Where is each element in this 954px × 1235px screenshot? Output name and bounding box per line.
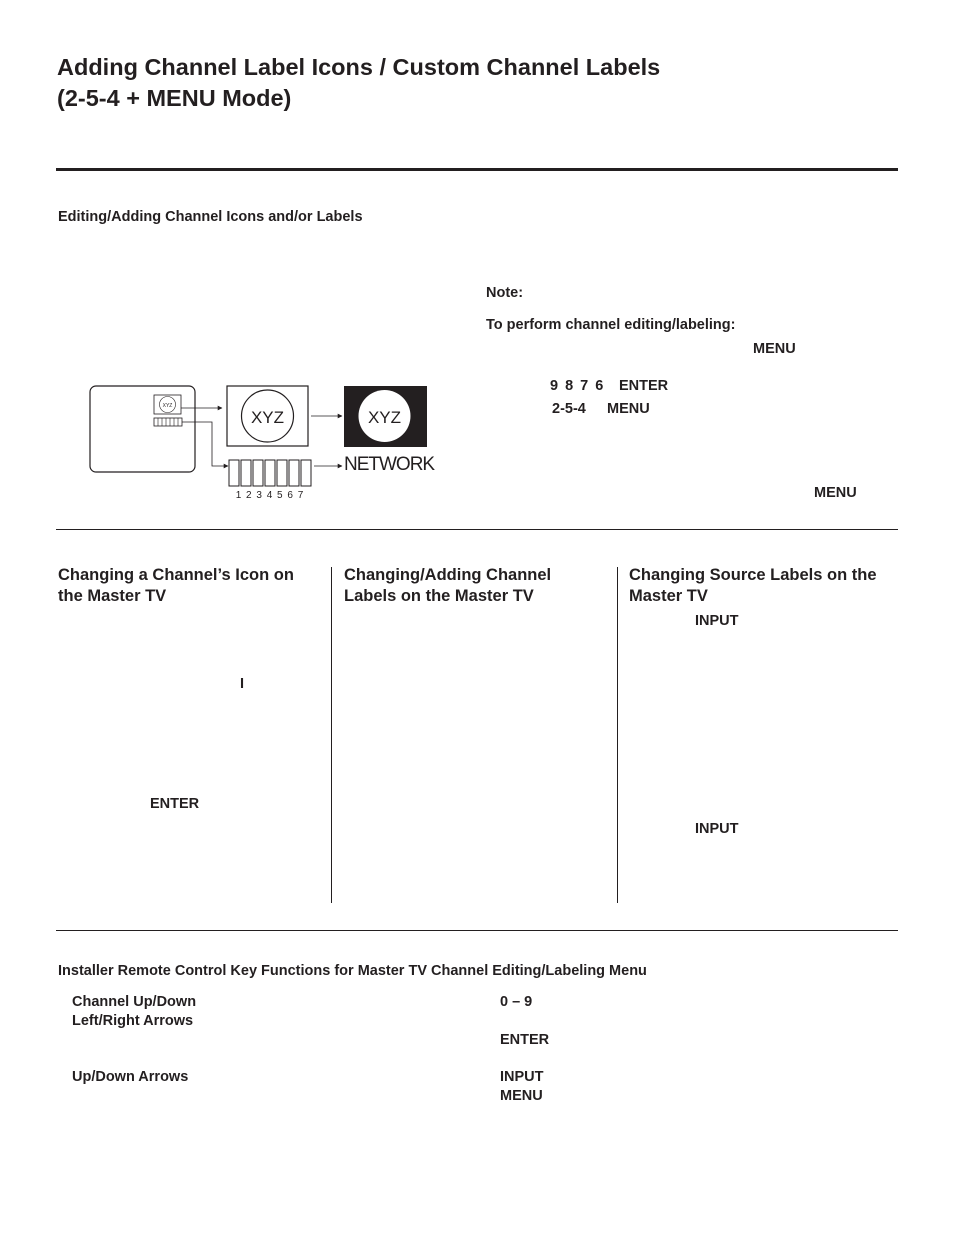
small-icon-text: XYZ [162,403,173,409]
page-title-line-2: (2-5-4 + MENU Mode) [57,85,292,111]
inverted-icon-text: XYZ [367,408,402,427]
column-divider-1 [331,567,332,903]
column-1-keyword-2: ENTER [150,796,200,812]
section-divider-2 [56,930,898,931]
section-divider-1 [56,529,898,530]
column-2-heading-line-1: Changing/Adding Channel [344,566,552,584]
remote-section-heading: Installer Remote Control Key Functions for Master TV Channel Editing/Labeling Menu [58,963,647,979]
column-2-heading-line-2: Labels on the Master TV [344,587,534,605]
column-3-heading-line-1: Changing Source Labels on the [629,566,877,584]
step-code-enter: ENTER [619,378,669,394]
editing-section-heading: Editing/Adding Channel Icons and/or Labels [58,209,363,225]
column-3-heading [629,565,877,607]
key-input: INPUT [500,1069,544,1085]
key-menu: MENU [500,1088,543,1104]
page-title [57,52,660,114]
perform-label: To perform channel editing/labeling: [486,317,736,333]
step-menu-key-1: MENU [753,341,796,357]
column-divider-2 [617,567,618,903]
column-3-heading-line-2: Master TV [629,587,708,605]
step-menu-key-2: MENU [814,485,857,501]
icon-preview-text: XYZ [250,408,285,427]
key-left-right-arrows: Left/Right Arrows [72,1013,194,1029]
key-channel-up-down: Channel Up/Down [72,994,197,1010]
channel-label-diagram [86,382,436,502]
title-divider [56,168,898,171]
key-enter: ENTER [500,1032,550,1048]
column-1-heading-line-2: the Master TV [58,587,167,605]
label-slot-numbers: 1 2 3 4 5 6 7 [235,490,305,501]
step-mode-code: 2-5-4 [552,401,586,417]
column-1-heading-line-1: Changing a Channel’s Icon on [58,566,294,584]
note-label: Note: [486,285,524,301]
column-2-heading [344,565,551,607]
step-mode-menu: MENU [607,401,650,417]
column-3-keyword-2: INPUT [695,821,739,837]
network-label-text: NETWORK [344,454,435,475]
page-title-line-1: Adding Channel Label Icons / Custom Channel Labels [57,54,661,80]
step-code-digits: 9 8 7 6 [550,378,605,394]
key-number-range: 0 – 9 [500,994,533,1010]
column-1-heading [58,565,294,607]
column-3-keyword-1: INPUT [695,613,739,629]
label-character-slots [229,460,311,486]
key-up-down-arrows: Up/Down Arrows [72,1069,189,1085]
column-1-keyword-1: I [240,676,245,692]
